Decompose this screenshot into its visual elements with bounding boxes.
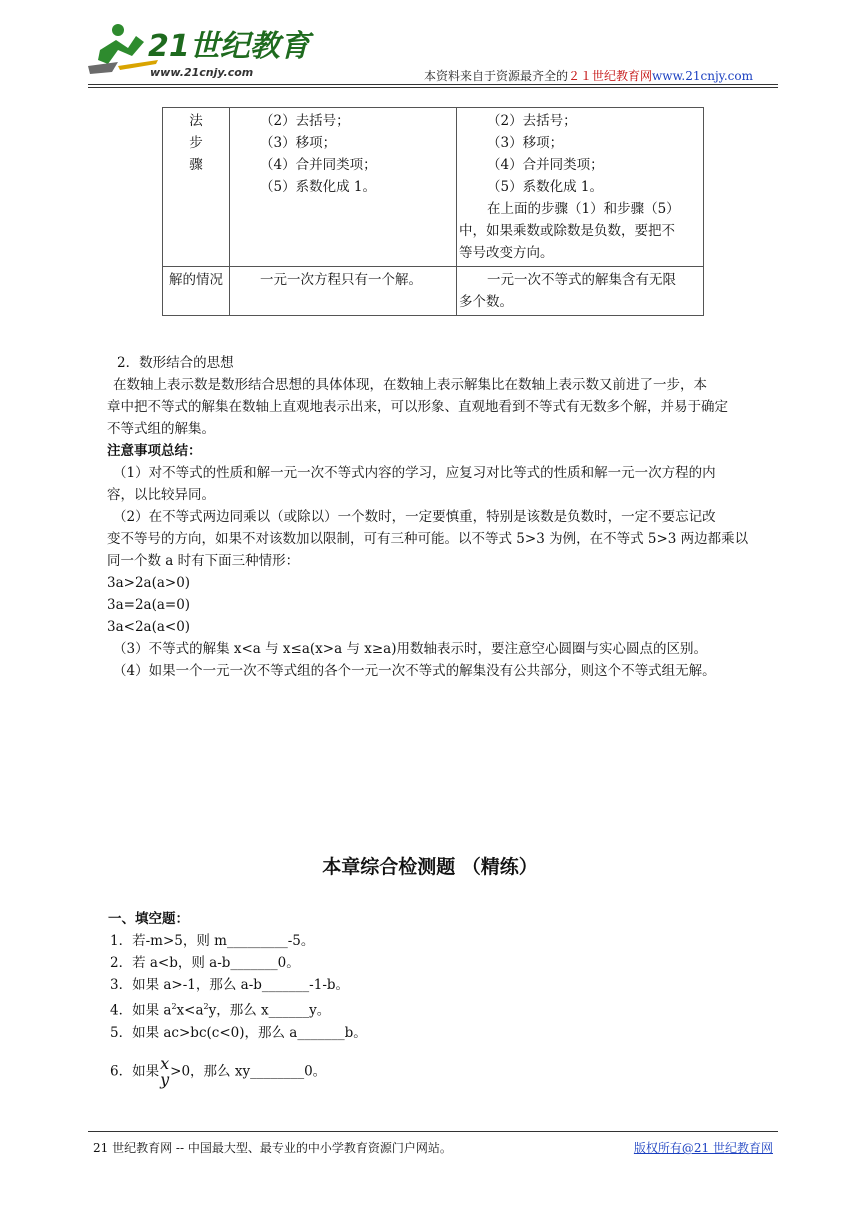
row-label-solutions: 解的情况 [163,267,230,316]
footer-rule [88,1131,778,1132]
fraction-x-over-y: x y [160,1053,170,1089]
site-logo [88,20,310,82]
header-rule-2 [88,87,778,88]
page-title: 本章综合检测题 （精练） [322,856,538,878]
question-4: 4．如果 $a^2x<a^2y$，那么 x______y。 [110,1002,331,1019]
case-3: 3a<2a(a<0) [107,619,191,635]
question-1: 1．若-m>5，则 m_________-5。 [110,933,315,949]
equation-solutions: 一元一次方程只有一个解。 [230,267,457,316]
svg-text:www.21cnjy.com: www.21cnjy.com [150,66,254,79]
section-heading: 2．数形结合的思想 [117,355,234,371]
notes-heading: 注意事项总结： [107,443,202,459]
svg-text:21世纪教育: 21世纪教育 [148,29,310,64]
header-rule [88,84,778,85]
table-row-solutions [163,267,704,316]
inequality-steps: （2）去括号； （3）移项； （4）合并同类项； （5）系数化成 1。 在上面的步骤（1）和步骤（5） 中，如果乘数或除数是负数，要把不 等号改变方向。 [457,108,704,267]
case-2: 3a=2a(a=0) [107,597,191,613]
section-2: 2．数形结合的思想 在数轴上表示数是数形结合思想的具体体现，在数轴上表示解集比在数轴上表示数又前进了一步，本 章中把不等式的解集在数轴上直观地表示出来，可以形象、直观地看到不等式有无数多个解，并易于确定 不等式组的解集。 注意事项总结： （1）对不等式的性质和解一元一次不等式内容的学习，应复习对比等式的性质和解一元一次方程的内 容，以比较异同。 （2）在不等式两边同乘以（或除以）一个数时，一定要慎重，特别是该数是负数时，一定不要忘记改 变不等号的方向，如果不对该数加以限制，可有三种可能。以不等式 5>3 为例，在不等式 5>3 两边都乘以 同一个数 a 时有下面三种情形： 3a>2a(a>0) 3a=2a(a=0) 3a<2a(a<0) （3）不等式的解集 x<a 与 x≤a(x>a 与 x≥a)用数轴表示时，要注意空心圆圈与实心圆点的区别。 （4）如果一个一元一次不等式组的各个一元一次不等式的解集没有公共部分，则这个不等式组无解。 [107,352,777,682]
header-link[interactable]: www.21cnjy.com [652,69,753,83]
question-3: 3．如果 a>-1，那么 a-b_______-1-b。 [110,977,350,993]
question-5: 5．如果 ac>bc(c<0)，那么 a_______b。 [110,1024,367,1041]
exercise-list [108,908,778,1088]
question-6: 6．如果 x y >0，那么 xy________0。 [110,1053,327,1089]
footer-copyright-link[interactable]: 版权所有@21 世纪教育网 [633,1141,773,1155]
equation-steps: （2）去括号； （3）移项； （4）合并同类项； （5）系数化成 1。 [230,108,457,267]
inequality-solutions: 一元一次不等式的解集含有无限 多个数。 [457,267,704,316]
header-notice: 本资料来自于资源最齐全的２１世纪教育网www.21cnjy.com [424,69,753,83]
footer-text: 21 世纪教育网 -- 中国最大型、最专业的中小学教育资源门户网站。 [93,1141,452,1155]
comparison-table [162,107,704,316]
table-row-steps [163,108,704,267]
exercise-heading: 一、填空题： [108,911,189,927]
case-1: 3a>2a(a>0) [107,575,191,591]
question-2: 2．若 a<b，则 a-b_______0。 [110,955,300,971]
row-label-steps: 法 步 骤 [163,108,230,267]
